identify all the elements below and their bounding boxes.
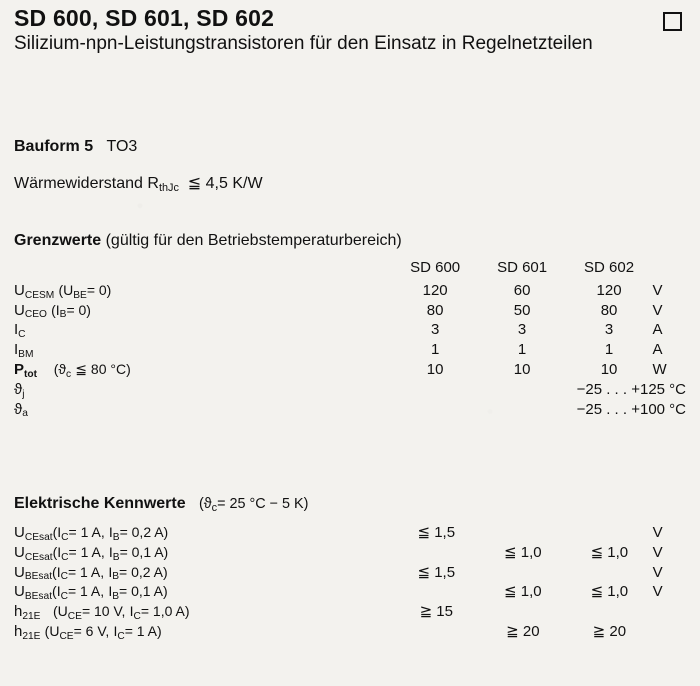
- cond-b-val: = 0,1 A): [119, 543, 169, 560]
- value-sd602: 80: [600, 301, 618, 319]
- unit: V: [652, 583, 663, 601]
- symbol: U: [14, 281, 25, 299]
- cond-a-sub: C: [61, 531, 69, 543]
- table-row: [14, 281, 686, 301]
- electrical-heading-bold: Elektrische Kennwerte: [14, 495, 186, 512]
- limits-unit-header: [653, 258, 686, 281]
- limits-param-3: [14, 340, 392, 360]
- value-sd601: 3: [517, 321, 527, 339]
- unit: V: [652, 543, 663, 561]
- value-sd600: [393, 622, 480, 642]
- value-sd602: ≦ 1,0: [590, 583, 629, 601]
- cond-b-val: = 1 A): [124, 622, 162, 639]
- symbol: h: [14, 622, 23, 640]
- cond-a-sub: CE: [59, 630, 74, 642]
- thermal-resistance-label: Wärmewiderstand R: [14, 175, 159, 192]
- value-sd600: ≦ 1,5: [417, 563, 456, 581]
- cond-b-val: = 0,1 A): [119, 583, 168, 600]
- symbol-sub: BEsat: [24, 591, 53, 603]
- limits-heading-rest: (gültig für den Betriebstemperaturbereich): [105, 232, 402, 249]
- electrical-heading-pre: (ϑ: [198, 496, 212, 512]
- package-info: [14, 138, 674, 210]
- value-sd601: [480, 602, 567, 622]
- page-header: [14, 6, 686, 56]
- empty-cell: [392, 400, 479, 420]
- value-sd601: ≧ 20: [506, 622, 540, 640]
- value-sd600: [393, 543, 480, 563]
- unit: V: [652, 301, 663, 319]
- thermal-resistance-sub: thJc: [158, 182, 179, 195]
- cond-a-sub: C: [60, 591, 68, 603]
- value-sd602: ≧ 20: [592, 622, 627, 640]
- value-sd600: 3: [430, 321, 440, 339]
- cond-a-val: = 1 A,: [68, 543, 105, 560]
- symbol-sub: C: [18, 329, 26, 341]
- table-row: [14, 622, 686, 642]
- cond-a: (I: [52, 543, 62, 560]
- cond-b-sub: C: [133, 611, 141, 623]
- symbol-sub: CEsat: [24, 551, 53, 563]
- cond-a: (U: [44, 622, 60, 639]
- elec-param-0: [14, 523, 393, 543]
- symbol-sub: BM: [18, 349, 34, 361]
- cond-b: I: [113, 622, 118, 639]
- symbol: ϑ: [14, 380, 23, 398]
- elec-param-1: [14, 543, 393, 563]
- cond-sub: B: [59, 309, 67, 321]
- cond-b-val: = 0,2 A): [119, 524, 169, 540]
- limits-header-row: [14, 258, 686, 281]
- value-sd600: 120: [422, 281, 448, 299]
- bauform-label: Bauform 5: [14, 138, 94, 155]
- value-sd600: 10: [426, 360, 444, 378]
- cond-b: I: [108, 543, 113, 560]
- cond-a-val: = 1 A,: [68, 524, 105, 540]
- limits-heading-bold: Grenzwerte: [14, 232, 102, 249]
- table-row: [14, 602, 686, 622]
- empty-cell: [392, 380, 479, 400]
- table-row: [14, 523, 686, 543]
- unit: A: [652, 321, 663, 339]
- limits-col-sd602: SD 602: [584, 259, 635, 276]
- cond-a: (I: [52, 563, 61, 580]
- unit: [653, 622, 686, 642]
- title-row: [14, 6, 686, 31]
- value-sd602: 120: [596, 281, 622, 299]
- symbol-sub: CEO: [24, 309, 47, 321]
- unit: A: [652, 341, 663, 359]
- unit: W: [652, 360, 667, 378]
- limits-temp-param-0: [14, 380, 392, 400]
- value-sd602: [566, 523, 653, 543]
- symbol: I: [14, 341, 19, 359]
- cond-rest: = 0): [86, 281, 112, 298]
- page-subtitle: Silizium-npn-Leistungstransistoren für den Einsatz in Regelnetzteilen: [14, 33, 593, 55]
- cond-b: I: [108, 583, 113, 600]
- cond-a-val: = 6 V,: [73, 622, 110, 639]
- cond-sub: c: [66, 368, 72, 380]
- symbol-sub: tot: [24, 368, 38, 380]
- cond: (U: [58, 281, 74, 298]
- symbol-sub: a: [22, 408, 28, 420]
- elec-param-4: [14, 602, 393, 622]
- cond-a-sub: C: [61, 551, 69, 563]
- table-row: [14, 360, 686, 380]
- cond: (ϑ: [53, 360, 67, 377]
- value-sd600: 1: [430, 341, 440, 359]
- value-sd602: 10: [600, 360, 618, 378]
- electrical-heading-sub: c: [211, 502, 218, 515]
- value-sd601: 60: [513, 281, 531, 299]
- symbol: h: [14, 603, 23, 621]
- symbol-sub: BEsat: [24, 571, 53, 583]
- table-row: [14, 380, 686, 400]
- value-sd602: 1: [604, 341, 614, 359]
- limits-col-sd601: SD 601: [497, 259, 548, 276]
- limits-param-0: [14, 281, 392, 301]
- table-row: [14, 582, 686, 602]
- table-row: [14, 320, 686, 340]
- symbol: U: [14, 524, 25, 541]
- unit: [653, 602, 686, 622]
- page-title: SD 600, SD 601, SD 602: [14, 5, 275, 31]
- limits-temp-param-1: [14, 400, 392, 420]
- unit: V: [652, 524, 663, 541]
- limits-col-sd600: SD 600: [410, 259, 461, 276]
- cond-b: I: [108, 524, 113, 540]
- cond-b-sub: B: [112, 551, 120, 563]
- symbol: U: [14, 543, 25, 561]
- value-sd601: ≦ 1,0: [504, 543, 542, 561]
- cond-a-val: = 1 A,: [67, 583, 105, 600]
- value-sd600: ≧ 15: [419, 603, 453, 621]
- value-sd600: 80: [426, 301, 444, 319]
- cond-a-val: = 10 V,: [81, 603, 126, 620]
- value-sd600: ≦ 1,5: [417, 524, 456, 541]
- electrical-heading-post: = 25 °C − 5 K): [217, 496, 309, 512]
- table-row: [14, 563, 686, 583]
- symbol-sub: j: [22, 388, 25, 400]
- table-row: [14, 400, 686, 420]
- limits-param-4: [14, 360, 392, 380]
- unit: V: [652, 563, 663, 581]
- symbol-sub: CESM: [24, 289, 55, 301]
- elec-param-3: [14, 582, 393, 602]
- thermal-resistance-value: ≦ 4,5 K/W: [187, 175, 263, 192]
- symbol: ϑ: [14, 400, 23, 418]
- limits-param-header: [14, 258, 392, 281]
- value-sd602: ≦ 1,0: [590, 543, 629, 561]
- thermal-resistance-line: [14, 173, 674, 193]
- electrical-table: [14, 523, 686, 642]
- cond-b-sub: B: [112, 531, 120, 543]
- cond-b-val: = 0,2 A): [119, 563, 168, 580]
- value-sd601: ≦ 1,0: [504, 583, 542, 601]
- cond-a: (U: [53, 603, 68, 620]
- cond-b: I: [129, 603, 134, 620]
- bauform-line: [14, 138, 674, 156]
- cond-b-sub: B: [112, 571, 120, 583]
- cond-a-sub: CE: [67, 611, 82, 623]
- limits-heading: [14, 232, 402, 250]
- symbol-sub: 21E: [22, 611, 41, 623]
- symbol: U: [14, 301, 25, 319]
- symbol: I: [14, 321, 19, 339]
- cond-b: I: [108, 563, 113, 580]
- table-row: [14, 340, 686, 360]
- value-sd601: [480, 563, 567, 583]
- cond-a: (I: [52, 583, 61, 600]
- symbol-sub: 21E: [22, 630, 41, 642]
- value-sd602: [566, 602, 653, 622]
- value-sd601: 10: [513, 360, 531, 378]
- limits-table: [14, 258, 686, 419]
- symbol: P: [14, 360, 25, 378]
- electrical-heading: [14, 495, 308, 513]
- value-sd600: [393, 582, 480, 602]
- cond-b-sub: B: [112, 591, 120, 603]
- symbol: U: [14, 583, 25, 601]
- cond-a: (I: [52, 524, 62, 540]
- value-sd601: [480, 523, 567, 543]
- cond-b-sub: C: [117, 630, 125, 642]
- cond-rest: = 0): [66, 301, 91, 318]
- cond-sub: BE: [73, 289, 87, 301]
- symbol: U: [14, 563, 25, 581]
- temp-range-j: −25 . . . +125 °C: [576, 380, 686, 398]
- temp-range-a: −25 . . . +100 °C: [576, 400, 686, 418]
- table-row: [14, 301, 686, 321]
- elec-param-2: [14, 563, 393, 583]
- elec-param-5: [14, 622, 393, 642]
- cond-b-val: = 1,0 A): [140, 603, 190, 620]
- cond-rest: ≦ 80 °C): [75, 360, 131, 377]
- value-sd601: 1: [517, 341, 527, 359]
- square-mark-icon: [663, 12, 682, 31]
- limits-param-2: [14, 320, 392, 340]
- table-row: [14, 543, 686, 563]
- unit: V: [652, 281, 663, 299]
- limits-param-1: [14, 301, 392, 321]
- symbol-sub: CEsat: [24, 531, 53, 543]
- value-sd602: [566, 563, 653, 583]
- bauform-value: TO3: [106, 138, 138, 155]
- value-sd601: 50: [513, 301, 531, 319]
- value-sd602: 3: [604, 321, 614, 339]
- cond-a-val: = 1 A,: [67, 563, 105, 580]
- cond-a-sub: C: [60, 571, 68, 583]
- cond: (I: [51, 301, 60, 318]
